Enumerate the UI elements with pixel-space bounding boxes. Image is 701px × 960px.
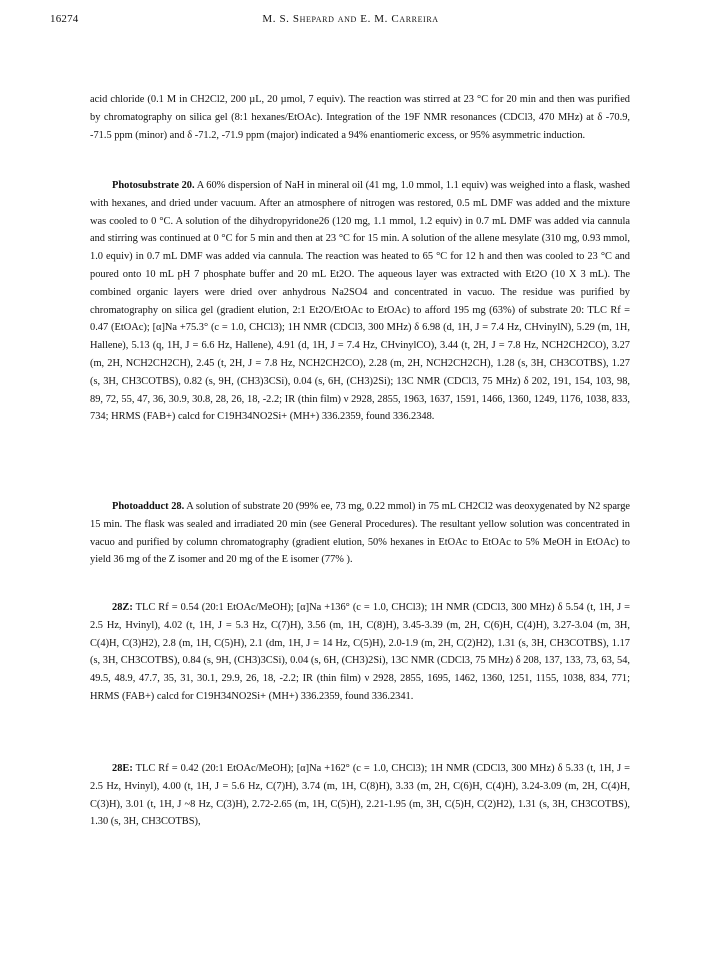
paragraph-photosubstrate-20 xyxy=(90,177,630,426)
paragraph-text: acid chloride (0.1 M in CH2Cl2, 200 µL, 20 µmol, 7 equiv). The reaction was stirred at 23 °C for 20 min and then was purified by chromatography on silica gel (8:1 hexanes/EtOAc). Integration of the 19F NMR resonances (CDCl3, 470 MHz) at δ -70.9, -71.5 ppm (minor) and δ -71.2, -71.9 ppm (major) indicated a 94% enantiomeric excess, or 95% asymmetric induction. xyxy=(90,94,630,141)
paragraph-text: A 60% dispersion of NaH in mineral oil (41 mg, 1.0 mmol, 1.1 equiv) was weighed into a flask, washed with hexanes, and dried under vacuum. After an atmosphere of nitrogen was restored, 0.5 mL DMF was added and the mixture was cooled to 0 °C. A solution of the dihydropyridone26 (120 mg, 1.1 mmol, 1.2 equiv) in 0.7 mL DMF was added via cannula and stirring was continued at 0 °C for 5 min and then at 23 °C for 15 min. A solution of the allene mesylate (310 mg, 0.93 mmol, 1.0 equiv) in 0.7 mL DMF was added via cannula. The reaction was heated to 65 °C for 12 h and then was cooled to 23 °C and poured onto 10 mL pH 7 phosphate buffer and 20 mL Et2O. The aqueous layer was extracted with Et2O (10 X 3 mL). The combined organic layers were dried over anhydrous Na2SO4 and concentrated in vacuo. The residue was purified by chromatography on silica gel (gradient elution, 2:1 Et2O/EtOAc to EtOAc) to afford 195 mg (63%) of substrate 20: TLC Rf = 0.47 (EtOAc); [α]Na +75.3° (c = 1.0, CHCl3); 1H NMR (CDCl3, 300 MHz) δ 6.98 (d, 1H, J = 7.4 Hz, CHvinylN), 5.29 (m, 1H, Hallene), 5.13 (q, 1H, J = 6.6 Hz, Hallene), 4.91 (d, 1H, J = 7.4 Hz, CHvinylCO), 3.44 (t, 2H, J = 7.8 Hz, NCH2CH2CO), 3.27 (m, 2H, NCH2CH2CH), 2.45 (t, 2H, J = 7.8 Hz, NCH2CH2CO), 2.28 (m, 2H, NCH2CH2CH), 1.28 (s, 3H, CH3COTBS), 1.27 (s, 3H, CH3COTBS), 0.82 (s, 9H, (CH3)3CSi), 0.04 (s, 6H, (CH3)2Si); 13C NMR (CDCl3, 75 MHz) δ 202, 191, 154, 103, 98, 89, 72, 55, 47, 36, 30.9, 30.8, 28, 26, 18, -2.2; IR (thin film) ν 2928, 2855, 1963, 1637, 1591, 1466, 1360, 1249, 1176, 1038, 833, 734; HRMS (FAB+) calcd for C19H34NO2Si+ (MH+) 336.2359, found 336.2348. xyxy=(90,180,630,423)
running-head-authors: M. S. Shepard and E. M. Carreira xyxy=(262,13,439,25)
paragraph-photoadduct-28 xyxy=(90,498,630,569)
paragraph-text: TLC Rf = 0.42 (20:1 EtOAc/MeOH); [α]Na +162° (c = 1.0, CHCl3); 1H NMR (CDCl3, 300 MHz) δ 5.33 (t, 1H, J = 2.5 Hz, Hvinyl), 4.00 (t, 1H, J = 5.6 Hz, C(7)H), 3.74 (m, 1H, C(8)H), 3.33 (m, 2H, C(6)H, C(4)H), 3.24-3.09 (m, 2H, C(4)H, C(3)H), 3.01 (t, 1H, J ~8 Hz, C(3)H), 2.72-2.65 (m, 1H, C(5)H), 2.21-1.95 (m, 3H, C(5)H, C(2)H2), 1.31 (s, 3H, CH3COTBS), 1.30 (s, 3H, CH3COTBS), xyxy=(90,763,630,828)
paragraph-text: TLC Rf = 0.54 (20:1 EtOAc/MeOH); [α]Na +136° (c = 1.0, CHCl3); 1H NMR (CDCl3, 300 MHz) δ 5.54 (t, 1H, J = 2.5 Hz, Hvinyl), 4.02 (t, 1H, J = 5.3 Hz, C(7)H), 3.56 (m, 1H, C(8)H), 3.45-3.39 (m, 2H, C(6)H, C(4)H), 3.27-3.04 (m, 3H, C(4)H, C(3)H2), 2.8 (m, 1H, C(5)H), 2.1 (dm, 1H, J = 14 Hz, C(5)H), 2.0-1.9 (m, 2H, C(2)H2), 1.31 (s, 3H, CH3COTBS), 1.17 (s, 3H, CH3COTBS), 0.84 (s, 9H, (CH3)3CSi), 0.04 (s, 6H, (CH3)2Si), 13C NMR (CDCl3, 75 MHz) δ 208, 137, 133, 73, 63, 54, 49.5, 48.9, 47.7, 35, 31, 30.1, 29.9, 26, 18, -2.2; IR (thin film) ν 2928, 2855, 1695, 1462, 1360, 1251, 1155, 1038, 834, 771; HRMS (FAB+) calcd for C19H34NO2Si+ (MH+) 336.2359, found 336.2341. xyxy=(90,602,630,702)
compound-label: 28Z: xyxy=(112,602,133,613)
paragraph-acid-chloride-procedure xyxy=(90,91,630,144)
section-heading: Photoadduct 28. xyxy=(112,501,185,512)
paragraph-28z-data xyxy=(90,599,630,706)
compound-label: 28E: xyxy=(112,763,133,774)
page-number: 16274 xyxy=(50,13,79,25)
section-heading: Photosubstrate 20. xyxy=(112,180,195,191)
running-header xyxy=(50,13,651,29)
paragraph-text: A solution of substrate 20 (99% ee, 73 mg, 0.22 mmol) in 75 mL CH2Cl2 was deoxygenated by N2 sparge 15 min. The flask was sealed and irradiated 20 min (see General Procedures). The resultant yellow solution was concentrated in vacuo and purified by column chromatography (gradient elution, 50% hexanes in EtOAc to EtOAc to 5% MeOH in EtOAc) to yield 36 mg of the Z isomer and 20 mg of the E isomer (77% ). xyxy=(90,501,631,566)
paragraph-28e-data xyxy=(90,760,630,831)
